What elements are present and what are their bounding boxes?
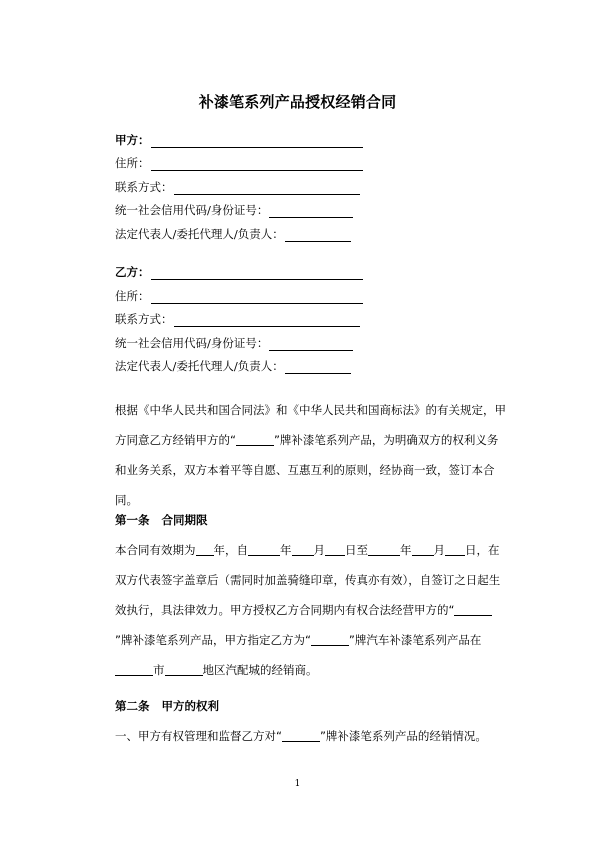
- article-2-clause-1: [90, 721, 506, 751]
- article-2-clause-1-text-1: 一、甲方有权管理和监督乙方对“: [115, 729, 282, 743]
- article-1-text-4: 月: [313, 543, 325, 557]
- page-number: 1: [294, 779, 301, 789]
- term-years-blank: [196, 543, 214, 556]
- party-a-name-label: 甲方：: [115, 133, 150, 147]
- party-b-address-blank: [151, 291, 363, 304]
- party-a-contact-blank: [174, 182, 360, 195]
- article-1-text-1: 本合同有效期为: [115, 543, 196, 557]
- article-2-heading: [115, 698, 219, 714]
- party-b-credit-code-blank: [269, 338, 353, 351]
- party-a-representative-field: [115, 226, 351, 242]
- article-1-number: 第一条: [115, 513, 150, 527]
- party-b-contact-blank: [174, 314, 360, 327]
- article-1-text-5: 日至: [345, 543, 368, 557]
- party-b-contact-label: 联系方式：: [115, 312, 173, 326]
- end-day-blank: [445, 543, 465, 556]
- party-b-representative-blank: [285, 361, 351, 374]
- region-blank: [165, 663, 203, 676]
- party-b-name-field: [115, 264, 363, 280]
- party-a-representative-blank: [285, 229, 351, 242]
- party-b-representative-label: 法定代表人/委托代理人/负责人：: [115, 359, 284, 373]
- article-1-paragraph: [90, 535, 506, 685]
- article-1-text-10: ”牌汽车补漆笔系列产品在: [348, 633, 482, 647]
- party-a-contact-label: 联系方式：: [115, 180, 173, 194]
- party-a-name-field: [115, 132, 363, 148]
- article-1-heading: [115, 512, 208, 528]
- article-1-text-3: 年: [280, 543, 292, 557]
- article-1-text-2: 年，自: [213, 543, 248, 557]
- party-a-representative-label: 法定代表人/委托代理人/负责人：: [115, 227, 284, 241]
- article-2-clause-1-text-2: ”牌补漆笔系列产品的经销情况。: [319, 729, 487, 743]
- party-a-address-label: 住所：: [115, 156, 150, 170]
- end-year-blank: [368, 543, 400, 556]
- party-b-name-label: 乙方：: [115, 265, 150, 279]
- article-1-text-9: ”牌补漆笔系列产品，甲方指定乙方为“: [115, 633, 311, 647]
- party-a-name-blank: [151, 135, 363, 148]
- article-1-text-7: 月: [433, 543, 445, 557]
- authorized-brand-blank: [454, 603, 492, 616]
- article-1-title: 合同期限: [161, 513, 208, 527]
- contract-title: 补漆笔系列产品授权经销合同: [198, 93, 397, 111]
- party-b-credit-code-label: 统一社会信用代码/身份证号：: [115, 336, 269, 350]
- designated-brand-blank: [311, 633, 349, 646]
- article-1-text-6: 年: [400, 543, 412, 557]
- party-a-address-field: [115, 155, 363, 171]
- article-1-text-8: 日，在双方代表签字盖章后（需同时加盖骑缝印章，传真亦有效），自签订之日起生效执行，具法律效力。甲方授权乙方合同期内有权合法经营甲方的“: [115, 543, 501, 617]
- brand-blank: [236, 433, 274, 446]
- start-year-blank: [248, 543, 280, 556]
- party-a-address-blank: [151, 158, 363, 171]
- intro-text-1: 根据《中华人民共和国合同法》和《中华人民共和国商标法》的有关规定，甲方同意乙方经销甲方的“: [115, 403, 506, 447]
- intro-paragraph: [90, 395, 506, 515]
- supervised-brand-blank: [282, 729, 320, 742]
- party-b-address-label: 住所：: [115, 289, 150, 303]
- article-1-text-12: 地区汽配城的经销商。: [202, 663, 318, 677]
- end-month-blank: [412, 543, 434, 556]
- party-a-contact-field: [115, 179, 360, 195]
- start-day-blank: [325, 543, 345, 556]
- article-1-text-11: 市: [153, 663, 165, 677]
- party-a-credit-code-blank: [269, 205, 353, 218]
- city-blank: [115, 663, 153, 676]
- party-a-credit-code-field: [115, 202, 353, 218]
- article-2-number: 第二条: [115, 699, 150, 713]
- party-b-credit-code-field: [115, 335, 353, 351]
- party-b-contact-field: [115, 311, 360, 327]
- party-b-name-blank: [151, 267, 363, 280]
- party-b-representative-field: [115, 358, 351, 374]
- party-a-credit-code-label: 统一社会信用代码/身份证号：: [115, 203, 269, 217]
- article-2-title: 甲方的权利: [161, 699, 219, 713]
- start-month-blank: [292, 543, 314, 556]
- intro-text-2: ”牌补漆笔系列产品，为明确双方的权利义务和业务关系，双方本着平等自愿、互惠互利的原则，经协商一致，签订本合同。: [115, 433, 499, 507]
- party-b-address-field: [115, 288, 363, 304]
